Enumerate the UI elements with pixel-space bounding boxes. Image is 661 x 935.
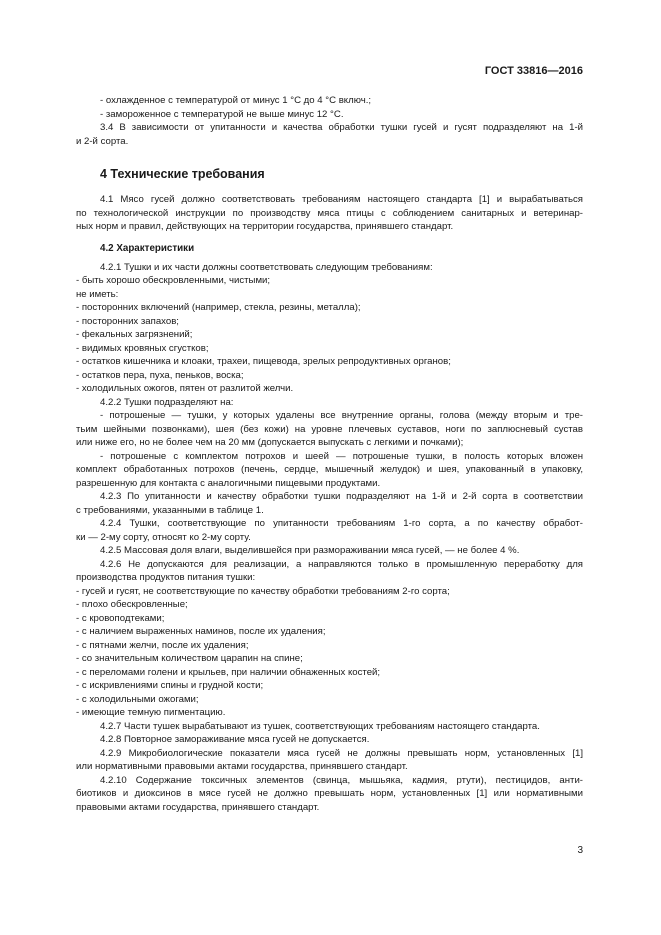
- paragraph-4-2-6: [76, 558, 583, 720]
- text-line: - потрошеные — тушки, у которых удалены все внутренние органы, голова (между вторым и тре-: [100, 410, 583, 421]
- text-line: или ниже его, но не более чем на 20 мм (допускается выпускать с легкими и почками);: [76, 437, 464, 448]
- list-item: - с холодильными ожогами;: [76, 693, 199, 705]
- text-line: правовыми актами государства, принявшего стандарт.: [76, 801, 320, 813]
- text-line: разрешенную для контакта с аналогичными пищевыми продуктами.: [76, 477, 381, 489]
- list-item: - со значительным количеством царапин на спине;: [76, 653, 303, 664]
- text-line: ки — 2-му сорту, относят ко 2-му сорту.: [76, 531, 251, 543]
- list-item: - видимых кровяных сгустков;: [76, 342, 209, 354]
- list-item: - с искривлениями спины и грудной кости;: [76, 680, 264, 691]
- text-line: 4.2.10 Содержание токсичных элементов (свинца, мышьяка, кадмия, ртути), пестицидов, анти-: [100, 774, 583, 786]
- text-line: 4.2.3 По упитанности и качеству обработки тушки подразделяют на 1-й и 2-й сорта в соответствии: [100, 491, 583, 502]
- list-item: - посторонних включений (например, стекла, резины, металла);: [76, 302, 361, 313]
- paragraph-4-2-5: [76, 544, 583, 558]
- list-item: - фекальных загрязнений;: [76, 329, 193, 340]
- paragraph-3-4: [76, 121, 583, 148]
- page-number: 3: [577, 845, 583, 856]
- text-line: 4.2.1 Тушки и их части должны соответствовать следующим требованиям:: [100, 261, 433, 273]
- list-item: - с переломами голени и крыльев, при наличии обнаженных костей;: [76, 666, 381, 678]
- section-4-title: 4 Технические требования: [100, 167, 265, 181]
- list-item: - охлажденное с температурой от минус 1 °С до 4 °С включ.;: [100, 95, 372, 106]
- paragraph-4-2-3: [76, 490, 583, 517]
- text-line: ных норм и правил, действующих на территории государства, принявшего стандарт.: [76, 221, 454, 232]
- text-line: 4.2.8 Повторное замораживание мяса гусей не допускается.: [100, 734, 370, 745]
- list-item: - с кровоподтеками;: [76, 612, 165, 624]
- list-item: - остатков кишечника и клоаки, трахеи, пищевода, зрелых репродуктивных органов;: [76, 356, 451, 367]
- text-line: 4.2.5 Массовая доля влаги, выделившейся при размораживании мяса гусей, — не более 4 %.: [100, 545, 520, 556]
- list-item: - замороженное с температурой не выше минус 12 °С.: [100, 108, 344, 120]
- text-line: 4.2.2 Тушки подразделяют на:: [100, 396, 234, 408]
- paragraph-4-2-9: [76, 747, 583, 774]
- text-line: 4.2.4 Тушки, соответствующие по упитанности требованиям 1-го сорта, а по качеству обработ-: [100, 518, 583, 529]
- text-line: тьим шейными позвонками), шея (без кожи) на уровне плечевых суставов, ноги по заплюсневый сустав: [76, 423, 583, 435]
- list-item: - плохо обескровленные;: [76, 599, 188, 610]
- paragraph-4-2-10: [76, 774, 583, 815]
- list-item: - гусей и гусят, не соответствующие по качеству обработки требованиям 2-го сорта;: [76, 585, 450, 597]
- document-header: ГОСТ 33816—2016: [484, 65, 583, 77]
- text-line: биотиков и диоксинов в мясе гусей не должно превышать норм, установленных [1] или нормативными: [76, 788, 583, 799]
- list-item: - имеющие темную пигментацию.: [76, 707, 226, 718]
- text-line: 4.2.9 Микробиологические показатели мяса гусей не должны превышать норм, установленных [1]: [100, 747, 583, 759]
- text-line: или нормативными правовыми актами государства, принявшего стандарт.: [76, 761, 408, 772]
- list-item: - с наличием выраженных наминов, после их удаления;: [76, 626, 326, 637]
- text-line: 4.1 Мясо гусей должно соответствовать требованиям настоящего стандарта [1] и вырабатываться: [100, 194, 583, 205]
- document-body: [76, 94, 583, 814]
- text-line: 3.4 В зависимости от упитанности и качества обработки тушки гусей и гусят подразделяют на 1-й: [100, 122, 583, 133]
- paragraph-4-2-2: [76, 396, 583, 491]
- list-item: не иметь:: [76, 288, 119, 300]
- section-4-2-title: 4.2 Характеристики: [100, 242, 195, 254]
- text-line: и 2-й сорта.: [76, 135, 129, 147]
- text-line: 4.2.6 Не допускаются для реализации, а направляются только в промышленную переработку для: [100, 558, 583, 570]
- paragraph-4-1: [76, 193, 583, 234]
- list-item: - посторонних запахов;: [76, 315, 179, 327]
- list-item: - остатков пера, пуха, пеньков, воска;: [76, 369, 244, 381]
- list-item: - холодильных ожогов, пятен от разлитой желчи.: [76, 383, 294, 394]
- paragraph-4-2-1: [76, 261, 583, 396]
- paragraph-4-2-8: [76, 733, 583, 747]
- text-line: производства продуктов питания тушки:: [76, 572, 256, 583]
- text-line: - потрошеные с комплектом потрохов и шеей — потрошеные тушки, в полость которых вложен: [100, 450, 583, 462]
- list-item: - быть хорошо обескровленными, чистыми;: [76, 275, 271, 286]
- text-line: комплект обработанных потрохов (печень, сердце, мышечный желудок) и шея, упакованный в упаковку,: [76, 464, 583, 475]
- text-line: по технологической инструкции по производству мяса птицы с соблюдением санитарных и ветеринар-: [76, 207, 583, 219]
- list-item: - с пятнами желчи, после их удаления;: [76, 639, 249, 651]
- text-line: 4.2.7 Части тушек вырабатывают из тушек, соответствующих требованиям настоящего стандарта.: [100, 720, 540, 732]
- intro-list: [76, 94, 583, 121]
- paragraph-4-2-7: [76, 720, 583, 734]
- text-line: с требованиями, указанными в таблице 1.: [76, 504, 264, 516]
- paragraph-4-2-4: [76, 517, 583, 544]
